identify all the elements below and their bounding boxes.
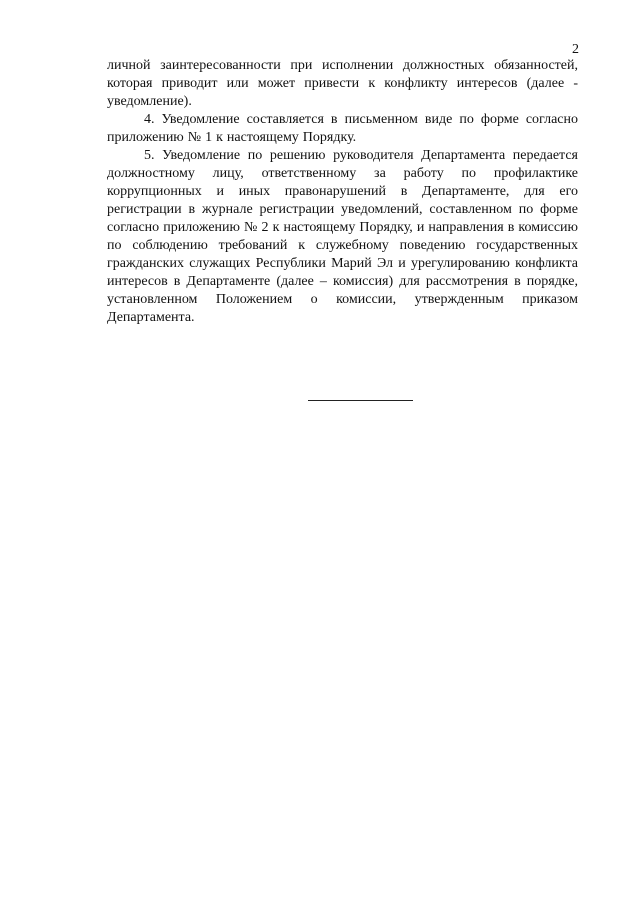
paragraph-item-5: 5. Уведомление по решению руководителя Департамента передается должностному лицу, ответственному за работу по профилактике коррупционных и иных правонарушений в Департаменте, для его регистрации в журнале регистрации уведомлений, составленном по форме согласно приложению № 2 к настоящему Порядку, и направления в комиссию по соблюдению требований к служебному поведению государственных гражданских служащих Республики Марий Эл и урегулированию конфликта интересов в Департаменте (далее – комиссия) для рассмотрения в порядке, установленном Положением о комиссии, утвержденным приказом Департамента.: [107, 148, 578, 325]
end-separator-line: [308, 400, 413, 401]
document-body: [107, 57, 578, 327]
paragraph-continuation: личной заинтересованности при исполнении должностных обязанностей, которая приводит или может привести к конфликту интересов (далее - уведомление).: [107, 58, 578, 109]
paragraph-item-4: 4. Уведомление составляется в письменном виде по форме согласно приложению № 1 к настоящему Порядку.: [107, 112, 578, 145]
page-number: 2: [572, 42, 579, 57]
